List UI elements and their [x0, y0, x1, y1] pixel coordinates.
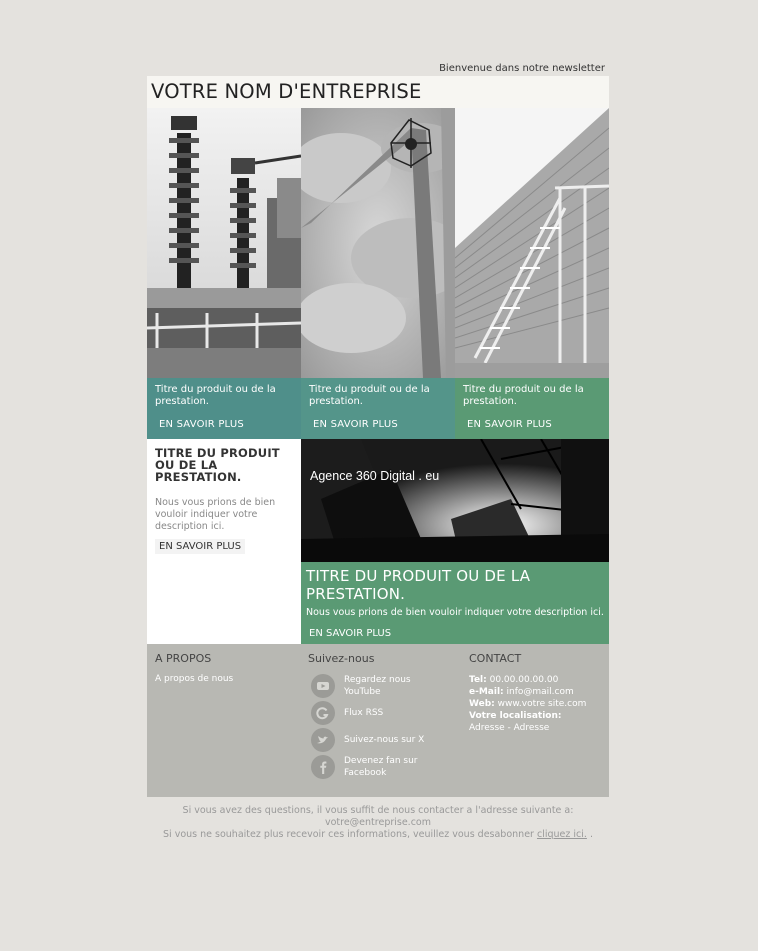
featured-product-block: [301, 562, 609, 644]
facebook-icon[interactable]: [311, 755, 335, 779]
learn-more-button[interactable]: EN SAVOIR PLUS: [159, 419, 244, 430]
unsubscribe-link[interactable]: cliquez ici.: [536, 829, 587, 840]
brand-header: [147, 76, 609, 108]
image-overlay-text: Agence 360 Digital . eu: [310, 469, 440, 483]
product-block-left: [147, 439, 301, 644]
footer: [147, 644, 609, 797]
product-caption-3: [455, 378, 609, 439]
apropos-heading: A PROPOS: [155, 652, 212, 665]
construction-image[interactable]: [301, 439, 609, 562]
social-label[interactable]: Suivez-nous sur X: [344, 735, 425, 745]
social-label[interactable]: Devenez fan sur Facebook: [344, 756, 418, 778]
company-name: VOTRE NOM D'ENTREPRISE: [151, 80, 422, 103]
unsubscribe-text: Si vous ne souhaitez plus recevoir ces informations, veuillez vous desabonner: [163, 829, 534, 840]
product-image-1[interactable]: [147, 108, 301, 378]
email-value[interactable]: info@mail.com: [506, 687, 574, 697]
contact-details: [469, 674, 609, 734]
tel-value: 00.00.00.00.00: [489, 675, 559, 685]
social-label[interactable]: Regardez nous YouTube: [344, 675, 411, 697]
unsubscribe-footer: [147, 805, 609, 841]
web-value[interactable]: www.votre site.com: [497, 699, 587, 709]
questions-text: Si vous avez des questions, il vous suffit de nous contacter a l'adresse suivante a:: [182, 805, 574, 816]
address-value: Adresse - Adresse: [469, 723, 550, 733]
product-title: Titre du produit ou de la prestation.: [309, 384, 430, 407]
learn-more-button[interactable]: EN SAVOIR PLUS: [467, 419, 552, 430]
rss-icon[interactable]: [311, 701, 335, 725]
preheader-text: Bienvenue dans notre newsletter: [439, 63, 605, 74]
learn-more-button[interactable]: EN SAVOIR PLUS: [155, 539, 245, 554]
product-title: Titre du produit ou de la prestation.: [463, 384, 584, 407]
apropos-link[interactable]: A propos de nous: [155, 674, 234, 684]
product-image-3[interactable]: [455, 108, 609, 378]
twitter-icon[interactable]: [311, 728, 335, 752]
location-label: Votre localisation:: [469, 711, 562, 721]
tel-label: Tel:: [469, 675, 487, 685]
social-label[interactable]: Flux RSS: [344, 708, 384, 718]
product-description: Nous vous prions de bien vouloir indiquer votre description ici.: [155, 497, 276, 532]
learn-more-button[interactable]: EN SAVOIR PLUS: [309, 628, 392, 639]
contact-heading: CONTACT: [469, 652, 522, 665]
learn-more-button[interactable]: EN SAVOIR PLUS: [313, 419, 398, 430]
email-label: e-Mail:: [469, 687, 504, 697]
product-title: Titre du produit ou de la prestation.: [155, 384, 276, 407]
featured-heading: TITRE DU PRODUIT OU DE LA PRESTATION.: [306, 567, 531, 603]
product-image-2[interactable]: [301, 108, 455, 378]
unsubscribe-end: .: [589, 829, 593, 840]
youtube-icon[interactable]: [311, 674, 335, 698]
web-label: Web:: [469, 699, 495, 709]
contact-email[interactable]: votre@entreprise.com: [324, 817, 431, 828]
featured-description: Nous vous prions de bien vouloir indiquer votre description ici.: [306, 607, 604, 618]
product-heading: TITRE DU PRODUIT OU DE LA PRESTATION.: [155, 446, 280, 484]
product-caption-1: [147, 378, 301, 439]
social-heading: Suivez-nous: [308, 652, 375, 665]
product-caption-2: [301, 378, 455, 439]
